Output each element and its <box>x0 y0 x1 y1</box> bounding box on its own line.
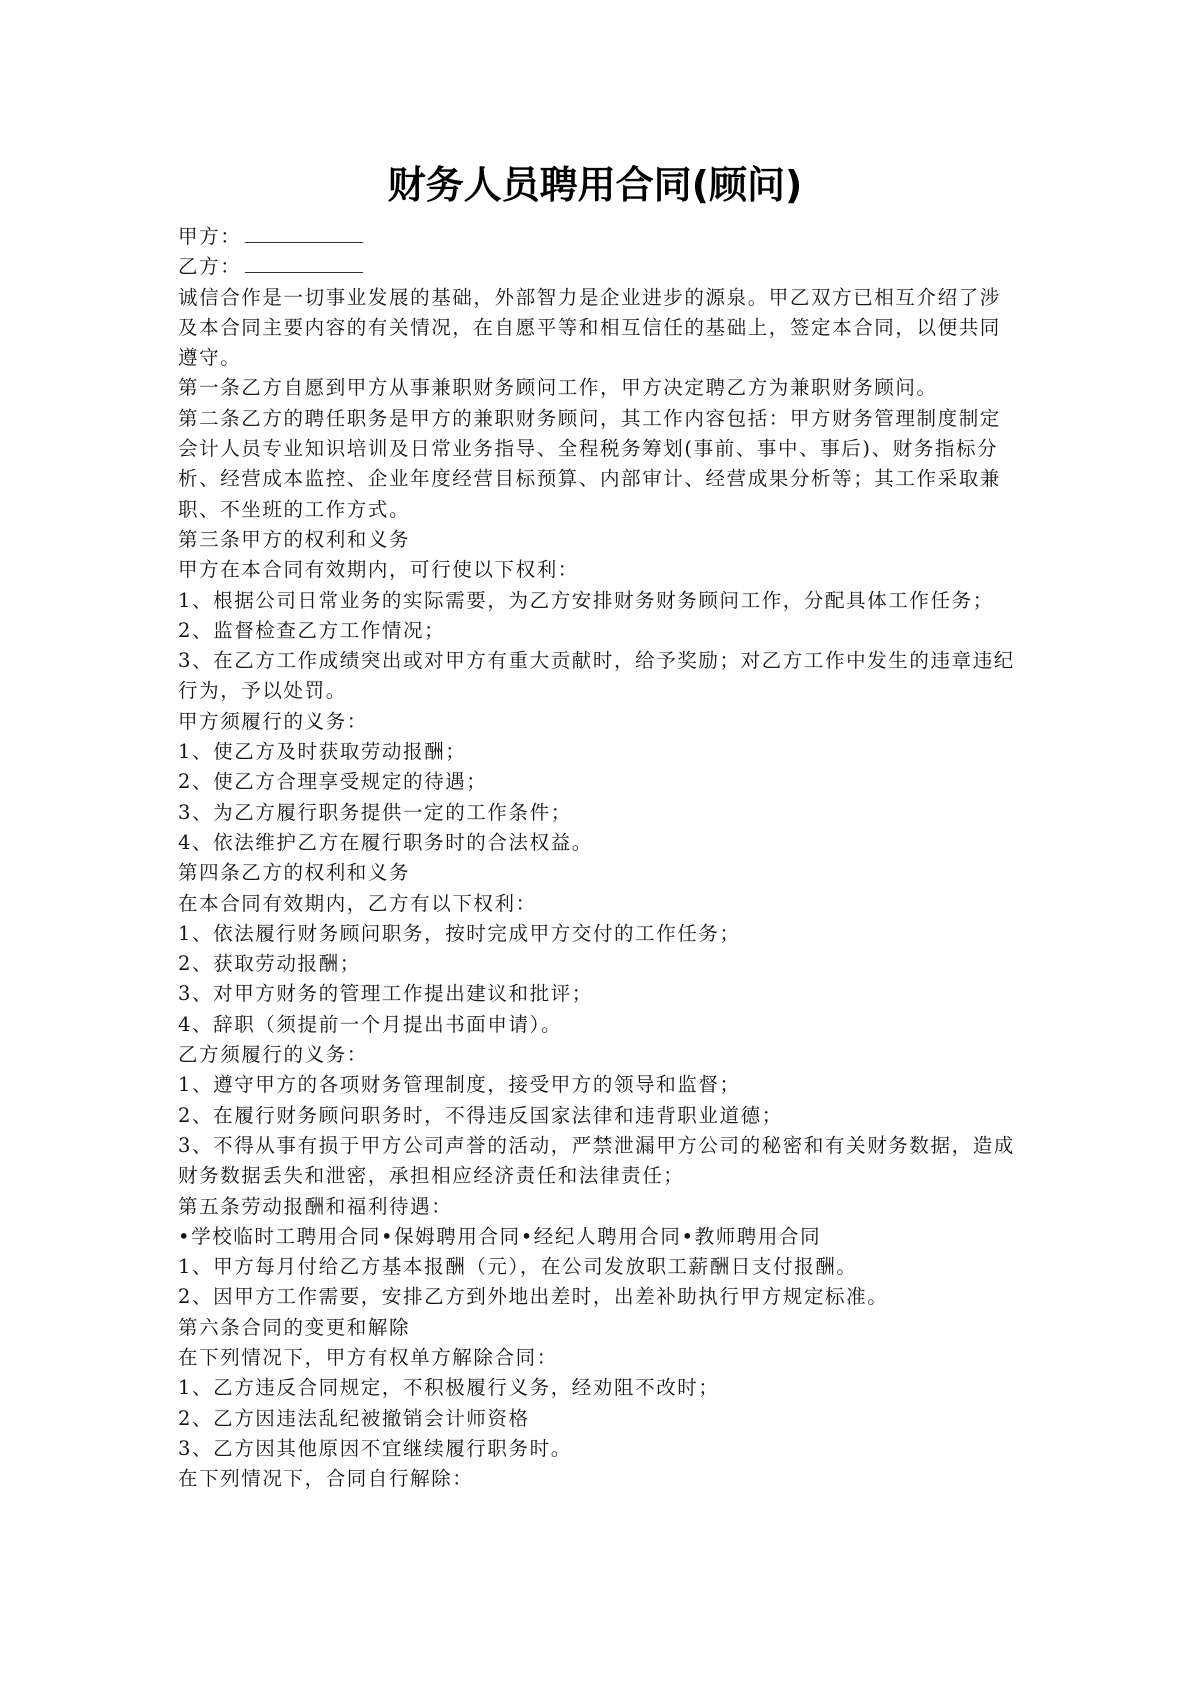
list-item: 2、在履行财务顾问职务时，不得违反国家法律和违背职业道德； <box>178 1103 783 1127</box>
list-item: 3、在乙方工作成绩突出或对甲方有重大贡献时，给予奖励；对乙方工作中发生的违章违纪 <box>178 649 1015 673</box>
paragraph-line: 遵守。 <box>178 346 242 370</box>
paragraph-line: 财务数据丢失和泄密，承担相应经济责任和法律责任； <box>178 1164 685 1188</box>
party-b-line <box>178 252 1008 282</box>
article-1-line: 第一条乙方自愿到甲方从事兼职财务顾问工作，甲方决定聘乙方为兼职财务顾问。 <box>178 376 938 400</box>
list-item: 1、依法履行财务顾问职务，按时完成甲方交付的工作任务； <box>178 921 741 945</box>
party-b-blank <box>245 252 363 273</box>
article-5-heading: 第五条劳动报酬和福利待遇： <box>178 1194 453 1218</box>
paragraph-line: 诚信合作是一切事业发展的基础，外部智力是企业进步的源泉。甲乙双方已相互介绍了涉 <box>178 285 1001 309</box>
paragraph-line: 析、经营成本监控、企业年度经营目标预算、内部审计、经营成果分析等；其工作采取兼 <box>178 467 1001 491</box>
paragraph-line: 在下列情况下，甲方有权单方解除合同： <box>178 1345 558 1369</box>
list-item: 2、监督检查乙方工作情况； <box>178 618 446 642</box>
paragraph-line: 甲方须履行的义务： <box>178 709 368 733</box>
list-item: 1、甲方每月付给乙方基本报酬（元），在公司发放职工薪酬日支付报酬。 <box>178 1255 858 1279</box>
paragraph-line: 甲方在本合同有效期内，可行使以下权利： <box>178 558 579 582</box>
list-item: 1、根据公司日常业务的实际需要，为乙方安排财务财务顾问工作，分配具体工作任务； <box>178 588 994 612</box>
list-item: 2、乙方因违法乱纪被撤销会计师资格 <box>178 1406 530 1430</box>
party-b-label: 乙方： <box>178 255 242 279</box>
document-body <box>178 222 1015 1494</box>
list-item: 2、获取劳动报酬； <box>178 952 361 976</box>
list-item: 3、不得从事有损于甲方公司声誉的活动，严禁泄漏甲方公司的秘密和有关财务数据，造成 <box>178 1133 1015 1157</box>
list-item: 4、辞职（须提前一个月提出书面申请）。 <box>178 1012 563 1036</box>
paragraph-line: 职、不坐班的工作方式。 <box>178 497 411 521</box>
list-item: 2、因甲方工作需要，安排乙方到外地出差时，出差补助执行甲方规定标准。 <box>178 1285 889 1309</box>
list-item: 3、乙方因其他原因不宜继续履行职务时。 <box>178 1436 572 1460</box>
related-contracts-line: •学校临时工聘用合同•保姆聘用合同•经纪人聘用合同•教师聘用合同 <box>178 1224 822 1248</box>
paragraph-line: 会计人员专业知识培训及日常业务指导、全程税务筹划(事前、事中、事后)、财务指标分 <box>178 437 999 461</box>
list-item: 3、为乙方履行职务提供一定的工作条件； <box>178 800 572 824</box>
list-item: 4、依法维护乙方在履行职务时的合法权益。 <box>178 830 593 854</box>
party-a-line <box>178 222 1008 252</box>
party-a-label: 甲方： <box>178 225 242 248</box>
paragraph-line: 及本合同主要内容的有关情况，在自愿平等和相互信任的基础上，签定本合同，以便共同 <box>178 315 1001 339</box>
article-3-heading: 第三条甲方的权利和义务 <box>178 527 411 551</box>
list-item: 1、使乙方及时获取劳动报酬； <box>178 740 467 764</box>
paragraph-line: 在本合同有效期内，乙方有以下权利： <box>178 891 537 915</box>
paragraph-line: 乙方须履行的义务： <box>178 1043 368 1067</box>
paragraph-line: 行为，予以处罚。 <box>178 679 347 703</box>
list-item: 3、对甲方财务的管理工作提出建议和批评； <box>178 982 593 1006</box>
article-6-heading: 第六条合同的变更和解除 <box>178 1315 411 1339</box>
list-item: 2、使乙方合理享受规定的待遇； <box>178 770 488 794</box>
document-title: 财务人员聘用合同(顾问) <box>387 163 803 207</box>
article-2-line: 第二条乙方的聘任职务是甲方的兼职财务顾问，其工作内容包括：甲方财务管理制度制定 <box>178 406 1001 430</box>
article-4-heading: 第四条乙方的权利和义务 <box>178 861 411 885</box>
list-item: 1、乙方违反合同规定，不积极履行义务，经劝阻不改时； <box>178 1376 720 1400</box>
list-item: 1、遵守甲方的各项财务管理制度，接受甲方的领导和监督； <box>178 1073 741 1097</box>
party-a-blank <box>245 222 363 243</box>
paragraph-line: 在下列情况下，合同自行解除： <box>178 1467 474 1491</box>
